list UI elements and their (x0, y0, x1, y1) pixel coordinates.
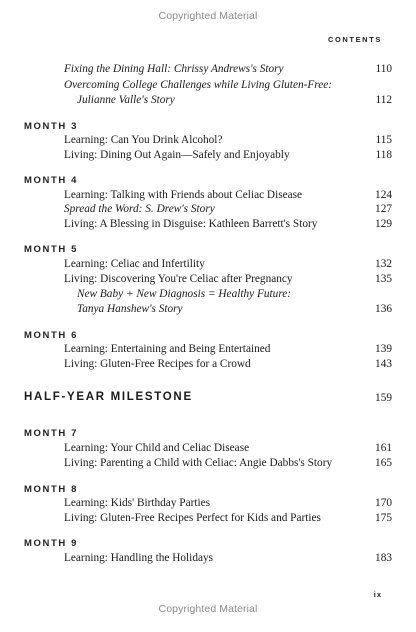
toc-entry-title: Learning: Your Child and Celiac Disease (64, 442, 250, 454)
toc-entry-page: 118 (375, 149, 392, 161)
toc-entry[interactable] (0, 496, 416, 511)
toc-entry-page: 161 (375, 442, 392, 454)
milestone-page: 159 (375, 392, 392, 404)
toc-entry-page: 136 (375, 303, 392, 315)
toc-entry-title: Spread the Word: S. Drew's Story (64, 203, 215, 215)
toc-entry-page: 115 (375, 134, 392, 146)
toc-entry[interactable] (0, 551, 416, 566)
toc-entry-title: Learning: Handling the Holidays (64, 552, 214, 564)
toc-entry[interactable] (0, 511, 416, 526)
toc-entry[interactable] (0, 441, 416, 456)
toc-entry-page: 143 (375, 358, 392, 370)
milestone-entry[interactable] (0, 391, 416, 407)
toc-entry[interactable] (0, 188, 416, 203)
month-heading: MONTH 4 (24, 175, 78, 186)
toc-entry-page: 170 (375, 497, 392, 509)
toc-entry[interactable] (0, 302, 416, 317)
toc-entry-title: Learning: Can You Drink Alcohol? (64, 134, 223, 146)
toc-entry-title: New Baby + New Diagnosis = Healthy Future: (77, 288, 292, 300)
toc-entry-page: 183 (375, 552, 392, 564)
toc-entry[interactable] (0, 133, 416, 148)
toc-entry[interactable] (0, 217, 416, 232)
toc-entry[interactable] (0, 456, 416, 471)
toc-entry-page: 175 (375, 512, 392, 524)
running-head: CONTENTS (327, 35, 382, 44)
month-heading: MONTH 7 (24, 428, 78, 439)
month-heading: MONTH 3 (24, 121, 78, 132)
toc-entry-page: 135 (375, 273, 392, 285)
toc-entry-title: Fixing the Dining Hall: Chrissy Andrews's Story (64, 63, 284, 75)
toc-entry[interactable] (0, 342, 416, 357)
toc-entry-page: 127 (375, 203, 392, 215)
toc-entry-title: Living: Gluten-Free Recipes Perfect for Kids and Parties (64, 512, 321, 524)
toc-entry-title: Overcoming College Challenges while Living Gluten-Free: (64, 79, 333, 91)
toc-entry[interactable] (0, 272, 416, 287)
month-heading: MONTH 6 (24, 330, 78, 341)
toc-entry[interactable] (0, 93, 416, 108)
toc-entry-title: Living: Gluten-Free Recipes for a Crowd (64, 358, 251, 370)
toc-entry-page: 132 (375, 258, 392, 270)
toc-entry[interactable] (0, 148, 416, 163)
watermark-top: Copyrighted Material (158, 10, 258, 22)
toc-entry-title: Tanya Hanshew's Story (77, 303, 183, 315)
toc-entry[interactable] (0, 357, 416, 372)
toc-entry-title: Living: A Blessing in Disguise: Kathleen Barrett's Story (64, 218, 318, 230)
month-heading: MONTH 9 (24, 538, 78, 549)
milestone-title: HALF-YEAR MILESTONE (24, 391, 193, 403)
toc-entry[interactable] (0, 257, 416, 272)
toc-entry[interactable] (0, 78, 416, 93)
toc-entry-page: 139 (375, 343, 392, 355)
toc-entry[interactable] (0, 62, 416, 77)
toc-entry-title: Learning: Kids' Birthday Parties (64, 497, 211, 509)
toc-entry-title: Julianne Valle's Story (77, 94, 175, 106)
page-number: ix (373, 590, 382, 599)
toc-entry-title: Living: Parenting a Child with Celiac: Angie Dabbs's Story (64, 457, 333, 469)
toc-entry-page: 165 (375, 457, 392, 469)
toc-entry-title: Learning: Talking with Friends about Celiac Disease (64, 189, 303, 201)
toc-entry-title: Learning: Entertaining and Being Entertained (64, 343, 271, 355)
toc-entry[interactable] (0, 287, 416, 302)
toc-entry-page: 124 (375, 189, 392, 201)
month-heading: MONTH 5 (24, 244, 78, 255)
toc-entry-title: Living: Dining Out Again—Safely and Enjoyably (64, 149, 290, 161)
month-heading: MONTH 8 (24, 484, 78, 495)
toc-entry-page: 110 (375, 63, 392, 75)
watermark-bottom: Copyrighted Material (158, 603, 258, 615)
toc-entry[interactable] (0, 202, 416, 217)
toc-entry-page: 129 (375, 218, 392, 230)
toc-entry-page: 112 (375, 94, 392, 106)
toc-entry-title: Living: Discovering You're Celiac after Pregnancy (64, 273, 293, 285)
toc-entry-title: Learning: Celiac and Infertility (64, 258, 205, 270)
